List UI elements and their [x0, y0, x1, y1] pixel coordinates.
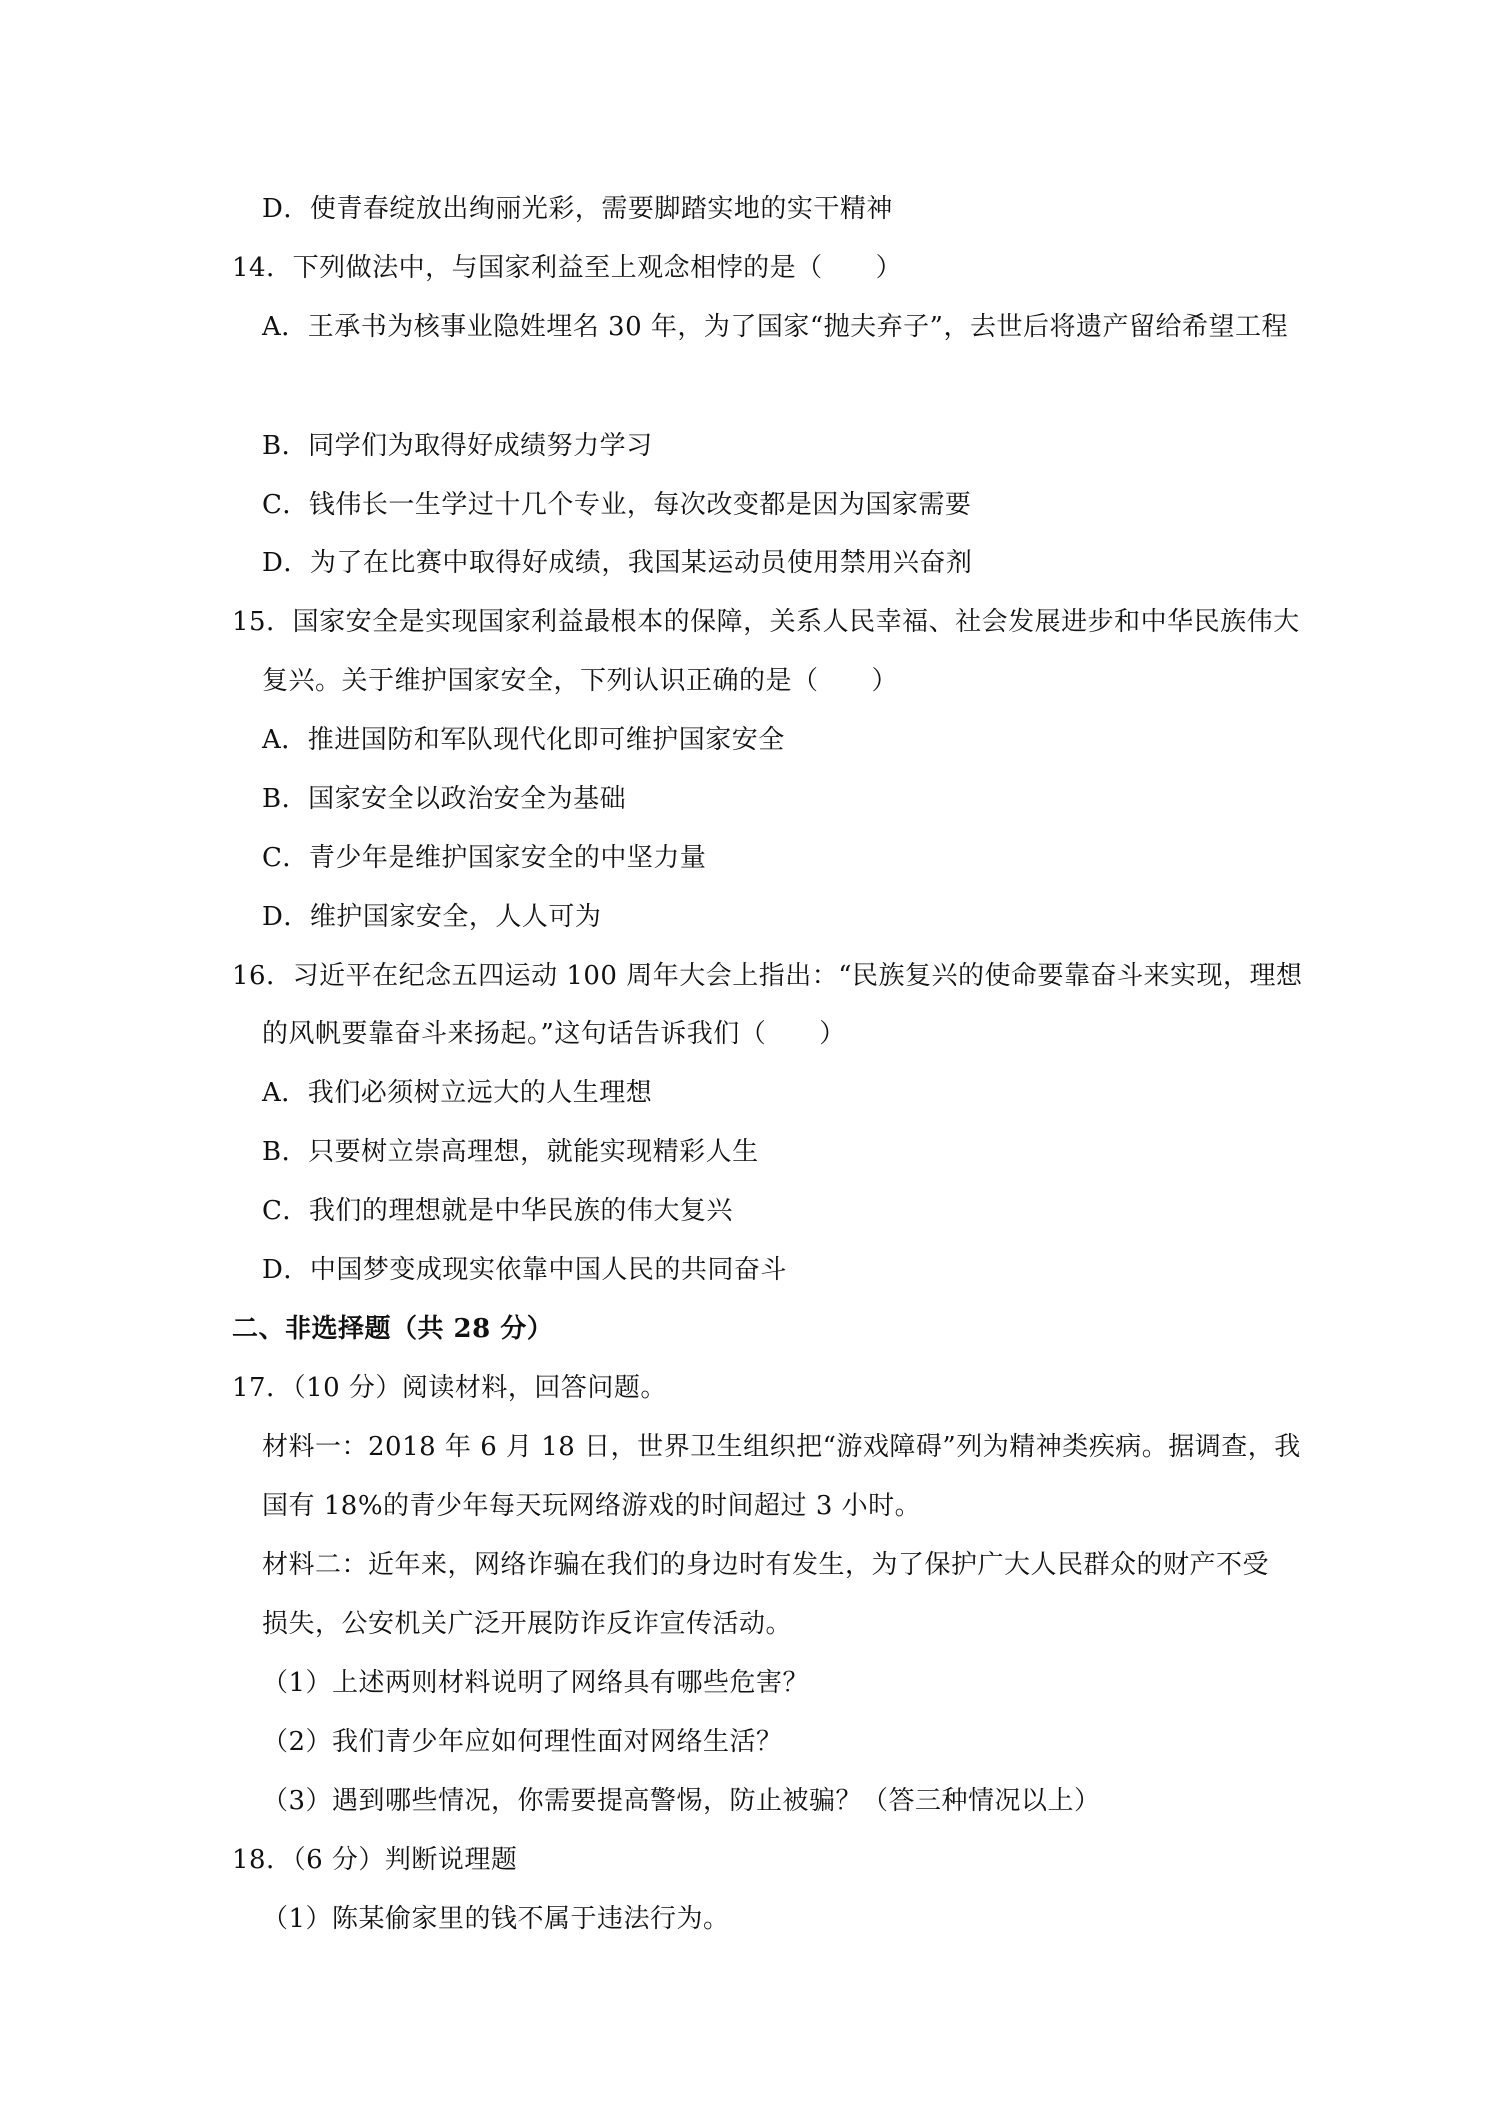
q14-option-b: B．同学们为取得好成绩努力学习 [262, 431, 653, 461]
q15-stem-line2: 复兴。关于维护国家安全，下列认识正确的是（ ） [262, 666, 899, 696]
q15-option-d: D．维护国家安全，人人可为 [262, 902, 602, 932]
q15-stem-line1: 15．国家安全是实现国家利益最根本的保障，关系人民幸福、社会发展进步和中华民族伟大 [232, 607, 1300, 637]
q16-stem-line2: 的风帆要靠奋斗来扬起。”这句话告诉我们（ ） [262, 1019, 846, 1049]
q16-option-a: A．我们必须树立远大的人生理想 [262, 1078, 653, 1108]
q17-material2-line2: 损失，公安机关广泛开展防诈反诈宣传活动。 [262, 1609, 793, 1639]
q18-stem: 18．（6 分）判断说理题 [232, 1845, 518, 1875]
q17-subquestion-2: （2）我们青少年应如何理性面对网络生活？ [262, 1727, 783, 1757]
q14-option-d: D．为了在比赛中取得好成绩，我国某运动员使用禁用兴奋剂 [262, 548, 973, 578]
section-two-heading: 二、非选择题（共 28 分） [232, 1314, 554, 1344]
q13-option-d: D．使青春绽放出绚丽光彩，需要脚踏实地的实干精神 [262, 194, 893, 224]
q17-subquestion-1: （1）上述两则材料说明了网络具有哪些危害？ [262, 1668, 810, 1698]
q15-option-a: A．推进国防和军队现代化即可维护国家安全 [262, 725, 785, 755]
q14-option-c: C．钱伟长一生学过十几个专业，每次改变都是因为国家需要 [262, 490, 972, 520]
q17-stem: 17．（10 分）阅读材料，回答问题。 [232, 1373, 667, 1403]
q14-option-a: A．王承书为核事业隐姓埋名 30 年，为了国家“抛夫弃子”，去世后将遗产留给希望工程 [262, 312, 1288, 342]
q16-option-b: B．只要树立崇高理想，就能实现精彩人生 [262, 1137, 759, 1167]
q18-subquestion-1: （1）陈某偷家里的钱不属于违法行为。 [262, 1904, 730, 1934]
q17-subquestion-3: （3）遇到哪些情况，你需要提高警惕，防止被骗？（答三种情况以上） [262, 1786, 1101, 1816]
q16-stem-line1: 16．习近平在纪念五四运动 100 周年大会上指出：“民族复兴的使命要靠奋斗来实现，理想 [232, 961, 1303, 991]
q15-option-b: B．国家安全以政治安全为基础 [262, 784, 627, 814]
q14-stem: 14．下列做法中，与国家利益至上观念相悖的是（ ） [232, 253, 903, 283]
q16-option-d: D．中国梦变成现实依靠中国人民的共同奋斗 [262, 1255, 787, 1285]
q17-material1-line1: 材料一：2018 年 6 月 18 日，世界卫生组织把“游戏障碍”列为精神类疾病。据调查，我 [262, 1432, 1301, 1462]
q16-option-c: C．我们的理想就是中华民族的伟大复兴 [262, 1196, 733, 1226]
q17-material1-line2: 国有 18%的青少年每天玩网络游戏的时间超过 3 小时。 [262, 1491, 922, 1521]
q17-material2-line1: 材料二：近年来，网络诈骗在我们的身边时有发生，为了保护广大人民群众的财产不受 [262, 1550, 1270, 1580]
q15-option-c: C．青少年是维护国家安全的中坚力量 [262, 843, 707, 873]
